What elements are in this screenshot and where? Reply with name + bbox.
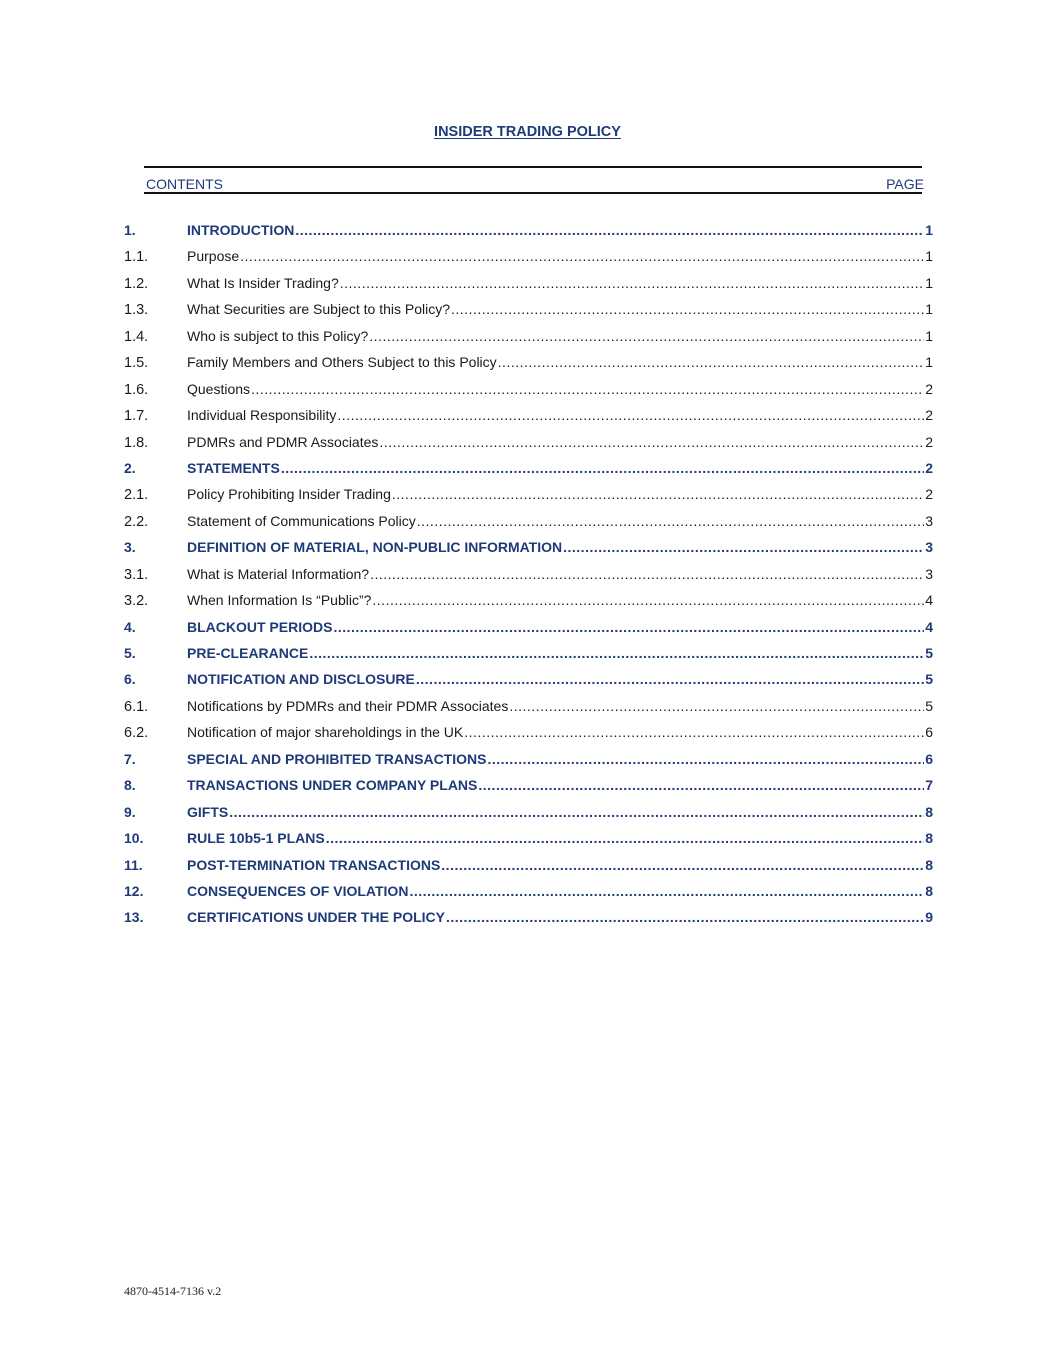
toc-entry-label: PDMRs and PDMR Associates <box>187 433 379 450</box>
toc-dot-leader <box>251 381 924 397</box>
toc-dot-leader <box>441 857 924 873</box>
toc-entry[interactable] <box>124 328 933 354</box>
toc-dot-leader <box>464 724 924 740</box>
toc-entry-label: TRANSACTIONS UNDER COMPANY PLANS <box>187 777 478 794</box>
toc-entry[interactable] <box>124 275 933 301</box>
toc-dot-leader <box>326 830 925 846</box>
toc-entry-label: PRE-CLEARANCE <box>187 645 309 661</box>
toc-entry[interactable] <box>124 830 933 856</box>
toc-entry-page-number: 3 <box>925 512 933 529</box>
toc-dot-leader <box>340 275 924 291</box>
toc-dot-leader <box>416 671 924 687</box>
toc-entry-page-number: 8 <box>925 803 933 820</box>
toc-entry[interactable] <box>124 460 933 486</box>
toc-entry-page-number: 5 <box>925 697 933 714</box>
toc-entry[interactable] <box>124 883 933 909</box>
toc-entry[interactable] <box>124 777 933 803</box>
toc-entry-label: Notifications by PDMRs and their PDMR Associates <box>187 697 509 714</box>
toc-entry-number: 1. <box>124 222 136 238</box>
toc-entry-label: NOTIFICATION AND DISCLOSURE <box>187 671 415 688</box>
toc-entry-number: 8. <box>124 777 136 794</box>
toc-entry[interactable] <box>124 751 933 777</box>
toc-entry-label: CONSEQUENCES OF VIOLATION <box>187 882 409 899</box>
toc-entry[interactable] <box>124 592 933 618</box>
toc-entry-label: SPECIAL AND PROHIBITED TRANSACTIONS <box>187 750 487 767</box>
toc-entry-label: Family Members and Others Subject to this Policy <box>187 354 497 371</box>
toc-entry-label: CERTIFICATIONS UNDER THE POLICY <box>187 909 445 926</box>
toc-entry-page-number: 2 <box>925 459 933 476</box>
toc-entry[interactable] <box>124 619 933 645</box>
toc-entry-number: 6.2. <box>124 725 149 742</box>
page-header-label: PAGE <box>886 176 924 192</box>
toc-dot-leader <box>498 354 925 370</box>
toc-entry-number: 4. <box>124 618 136 635</box>
toc-entry-label: Individual Responsibility <box>187 407 337 424</box>
toc-entry-page-number: 8 <box>925 856 933 873</box>
toc-entry-number: 1.1. <box>124 249 149 266</box>
toc-entry-page-number: 2 <box>925 486 933 503</box>
toc-entry-page-number: 3 <box>925 539 933 556</box>
toc-entry-number: 1.7. <box>124 408 149 425</box>
toc-dot-leader <box>417 513 924 529</box>
toc-entry-number: 13. <box>124 909 144 926</box>
toc-entry-number: 6. <box>124 671 136 688</box>
toc-entry-label: Questions <box>187 380 251 397</box>
toc-entry-page-number: 8 <box>925 882 933 899</box>
toc-entry[interactable] <box>124 222 933 248</box>
toc-entry-number: 10. <box>124 830 144 847</box>
toc-dot-leader <box>240 248 924 264</box>
toc-dot-leader <box>379 434 924 450</box>
toc-entry[interactable] <box>124 248 933 274</box>
toc-entry[interactable] <box>124 671 933 697</box>
toc-entry[interactable] <box>124 857 933 883</box>
toc-entry-label: What Securities are Subject to this Policy? <box>187 301 451 318</box>
toc-entry[interactable] <box>124 909 933 935</box>
contents-bottom-rule <box>144 192 922 194</box>
toc-entry[interactable] <box>124 407 933 433</box>
toc-entry-label: Notification of major shareholdings in the UK <box>187 724 464 741</box>
toc-entry-number: 1.3. <box>124 302 149 319</box>
toc-dot-leader <box>372 592 924 608</box>
toc-dot-leader <box>446 909 924 925</box>
toc-entry[interactable] <box>124 434 933 460</box>
document-footer-id: 4870-4514-7136 v.2 <box>124 1284 222 1298</box>
toc-dot-leader <box>295 222 924 238</box>
toc-entry-number: 2. <box>124 459 136 476</box>
toc-entry-page-number: 7 <box>925 777 933 794</box>
contents-top-rule <box>144 166 922 168</box>
toc-entry[interactable] <box>124 381 933 407</box>
toc-entry-label: STATEMENTS <box>187 459 280 476</box>
toc-entry-label: Who is subject to this Policy? <box>187 327 369 344</box>
toc-dot-leader <box>333 619 924 635</box>
toc-entry-page-number: 6 <box>925 750 933 767</box>
toc-entry-page-number: 6 <box>925 724 933 741</box>
toc-entry-page-number: 4 <box>925 592 933 609</box>
toc-entry[interactable] <box>124 486 933 512</box>
toc-entry-label: What is Material Information? <box>187 565 370 582</box>
toc-entry[interactable] <box>124 804 933 830</box>
toc-entry-page-number: 5 <box>925 645 933 661</box>
toc-entry-page-number: 2 <box>925 433 933 450</box>
toc-entry-number: 1.2. <box>124 275 149 292</box>
toc-entry[interactable] <box>124 724 933 750</box>
toc-entry-label: DEFINITION OF MATERIAL, NON-PUBLIC INFORMATION <box>187 539 563 556</box>
toc-entry-number: 1.4. <box>124 328 149 345</box>
toc-dot-leader <box>409 883 924 899</box>
toc-entry-label: INTRODUCTION <box>187 222 295 238</box>
toc-entry-label: GIFTS <box>187 803 229 820</box>
toc-entry-page-number: 1 <box>925 222 933 238</box>
toc-entry-page-number: 1 <box>925 354 933 371</box>
toc-entry-page-number: 4 <box>925 618 933 635</box>
toc-entry-page-number: 1 <box>925 248 933 265</box>
toc-entry[interactable] <box>124 645 933 671</box>
toc-entry-label: BLACKOUT PERIODS <box>187 618 333 635</box>
toc-dot-leader <box>229 804 924 820</box>
toc-entry-number: 7. <box>124 750 136 767</box>
toc-entry-number: 5. <box>124 645 136 661</box>
toc-dot-leader <box>451 301 924 317</box>
toc-entry-number: 1.6. <box>124 381 149 398</box>
toc-entry-page-number: 2 <box>925 407 933 424</box>
toc-entry-page-number: 8 <box>925 830 933 847</box>
toc-entry-label: Policy Prohibiting Insider Trading <box>187 486 391 503</box>
toc-entry-page-number: 1 <box>925 327 933 344</box>
toc-entry[interactable] <box>124 698 933 724</box>
toc-entry-page-number: 3 <box>925 565 933 582</box>
toc-entry-page-number: 1 <box>925 301 933 318</box>
table-of-contents <box>124 222 933 936</box>
toc-dot-leader <box>392 486 924 502</box>
toc-entry-number: 3. <box>124 539 136 556</box>
toc-entry-page-number: 1 <box>925 274 933 291</box>
toc-dot-leader <box>309 645 924 661</box>
toc-entry-page-number: 5 <box>925 671 933 688</box>
toc-entry[interactable] <box>124 354 933 380</box>
toc-entry-number: 3.2. <box>124 593 149 610</box>
toc-entry-label: POST-TERMINATION TRANSACTIONS <box>187 856 441 873</box>
document-title: INSIDER TRADING POLICY <box>434 124 621 140</box>
toc-entry-number: 1.8. <box>124 434 149 451</box>
toc-dot-leader <box>370 566 924 582</box>
toc-entry-label: When Information Is “Public”? <box>187 592 372 609</box>
toc-entry-number: 9. <box>124 803 136 820</box>
toc-entry-label: Purpose <box>187 248 240 265</box>
toc-entry-number: 6.1. <box>124 698 149 715</box>
toc-entry-number: 11. <box>124 856 143 873</box>
toc-dot-leader <box>563 539 924 555</box>
toc-dot-leader <box>487 751 924 767</box>
contents-header-label: CONTENTS <box>146 176 223 192</box>
toc-dot-leader <box>337 407 924 423</box>
toc-dot-leader <box>369 328 924 344</box>
toc-entry-page-number: 2 <box>925 380 933 397</box>
toc-entry-number: 12. <box>124 882 144 899</box>
toc-entry-number: 2.2. <box>124 513 149 530</box>
toc-entry[interactable] <box>124 539 933 565</box>
toc-dot-leader <box>281 460 924 476</box>
toc-entry-number: 1.5. <box>124 355 149 372</box>
toc-entry-page-number: 9 <box>925 909 933 926</box>
toc-entry-label: What Is Insider Trading? <box>187 274 339 291</box>
toc-dot-leader <box>509 698 924 714</box>
toc-entry[interactable] <box>124 566 933 592</box>
toc-entry[interactable] <box>124 301 933 327</box>
toc-entry[interactable] <box>124 513 933 539</box>
toc-entry-number: 3.1. <box>124 566 149 583</box>
toc-entry-label: RULE 10b5-1 PLANS <box>187 830 325 847</box>
toc-entry-label: Statement of Communications Policy <box>187 512 416 529</box>
toc-dot-leader <box>478 777 924 793</box>
toc-entry-number: 2.1. <box>124 487 149 504</box>
